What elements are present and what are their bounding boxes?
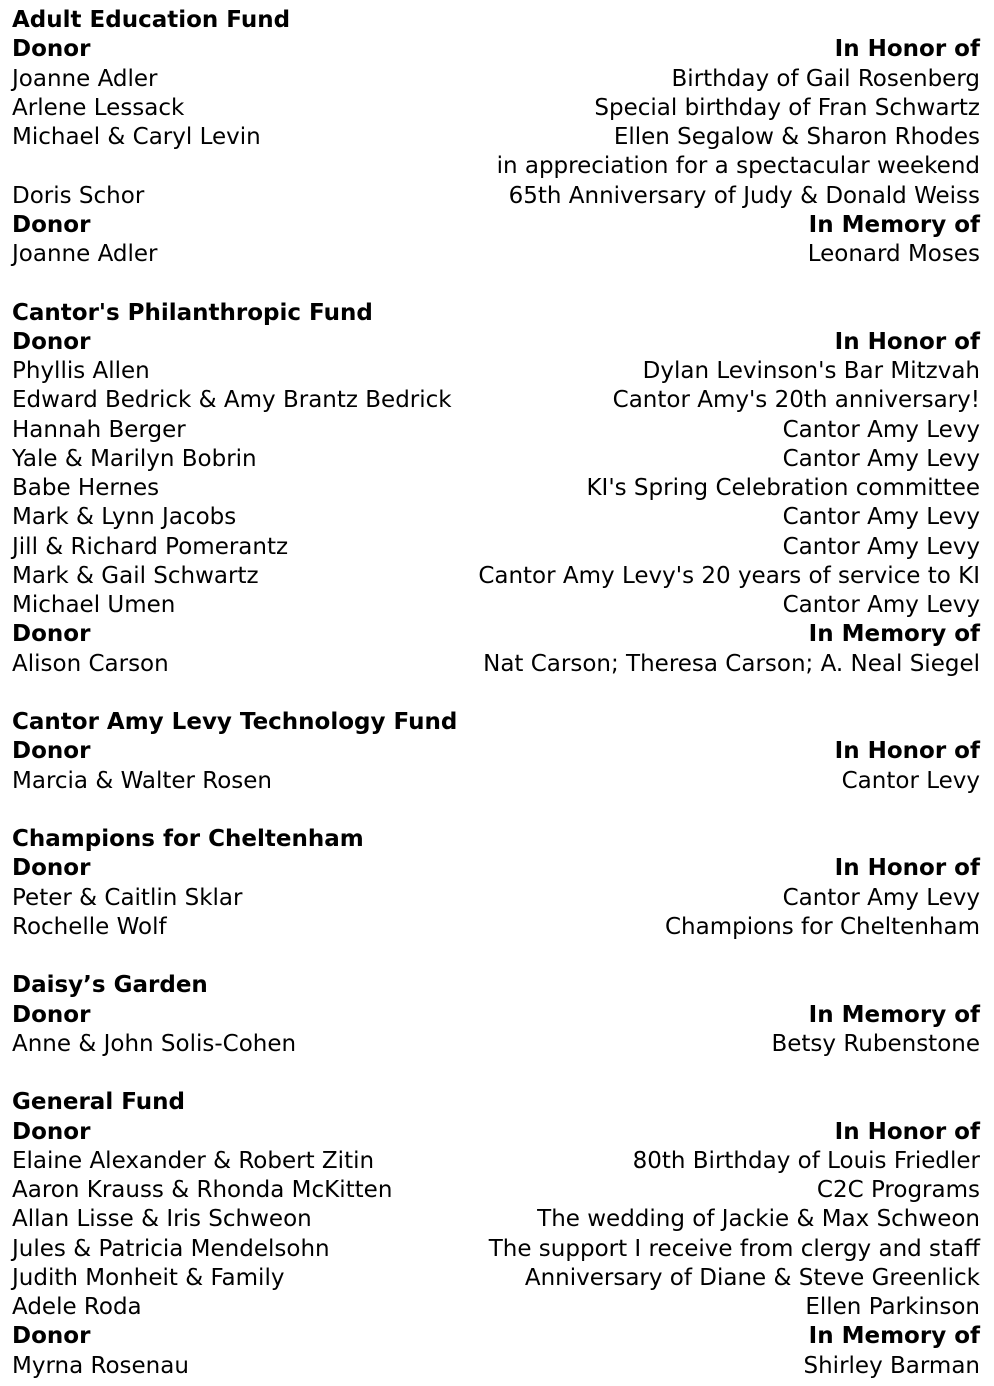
honoree-text: KI's Spring Celebration committee (586, 475, 980, 501)
donor-column-label: Donor (12, 855, 91, 882)
donor-column-label: Donor (12, 621, 91, 648)
group-header (12, 1322, 980, 1351)
donation-row (12, 182, 980, 211)
donor-name: Myrna Rosenau (12, 1352, 189, 1379)
honoree-text: Birthday of Gail Rosenberg (671, 65, 980, 92)
honoree-text: in appreciation for a spectacular weekend (496, 153, 980, 180)
donation-row (12, 1293, 980, 1322)
donation-row (12, 416, 980, 445)
donation-row (12, 1176, 980, 1205)
donor-name: Phyllis Allen (12, 358, 150, 384)
honoree-text: Dylan Levinson's Bar Mitzvah (642, 358, 980, 384)
donor-name: Peter & Caitlin Sklar (12, 884, 243, 911)
fund-section (12, 1088, 980, 1381)
donation-row (12, 1264, 980, 1293)
group-header (12, 1001, 980, 1030)
fund-title: Daisy’s Garden (12, 972, 208, 999)
donation-row (12, 533, 980, 562)
donor-name: Rochelle Wolf (12, 913, 167, 940)
donation-row (12, 503, 980, 532)
fund-title: Champions for Cheltenham (12, 826, 364, 852)
donation-row (12, 474, 980, 503)
donor-column-label: Donor (12, 36, 91, 63)
donor-column-label: Donor (12, 1323, 91, 1350)
tribute-type-label: In Honor of (834, 328, 980, 355)
donor-name: Edward Bedrick & Amy Brantz Bedrick (12, 387, 452, 414)
donor-name: Yale & Marilyn Bobrin (12, 445, 257, 472)
donation-row (12, 913, 980, 942)
donor-name: Mark & Lynn Jacobs (12, 504, 237, 531)
donor-column-label: Donor (12, 328, 91, 355)
honoree-text: The wedding of Jackie & Max Schweon (537, 1206, 980, 1233)
donor-name: Joanne Adler (12, 241, 158, 267)
donation-row (12, 1147, 980, 1176)
donation-row (12, 123, 980, 152)
fund-section (12, 971, 980, 1059)
donor-name: Doris Schor (12, 182, 145, 209)
donation-row (12, 240, 980, 269)
donation-row (12, 386, 980, 415)
honoree-text: Cantor Amy Levy (782, 445, 980, 472)
donation-row (12, 562, 980, 591)
donation-row (12, 357, 980, 386)
tribute-type-label: In Memory of (808, 1001, 980, 1028)
fund-title: Cantor Amy Levy Technology Fund (12, 709, 458, 735)
donor-name: Elaine Alexander & Robert Zitin (12, 1147, 375, 1174)
donor-name: Michael Umen (12, 592, 176, 618)
group-header (12, 211, 980, 240)
donor-name: Marcia & Walter Rosen (12, 767, 272, 794)
group-header (12, 854, 980, 883)
fund-title: General Fund (12, 1089, 185, 1116)
honoree-text: Ellen Segalow & Sharon Rhodes (613, 124, 980, 150)
tribute-type-label: In Memory of (808, 621, 980, 648)
donor-name: Judith Monheit & Family (12, 1264, 285, 1291)
group-header (12, 328, 980, 357)
fund-section (12, 6, 980, 269)
group-header (12, 737, 980, 766)
donor-column-label: Donor (12, 211, 91, 238)
fund-title: Cantor's Philanthropic Fund (12, 299, 373, 326)
donor-name: Babe Hernes (12, 475, 160, 501)
tribute-type-label: In Honor of (834, 738, 980, 765)
honoree-text: Champions for Cheltenham (664, 913, 980, 940)
honoree-text: Cantor Amy Levy (782, 416, 980, 443)
donation-row (12, 591, 980, 620)
honoree-text: Betsy Rubenstone (771, 1030, 980, 1057)
donor-name: Joanne Adler (12, 65, 158, 92)
donation-row (12, 884, 980, 913)
donation-row (12, 650, 980, 679)
honoree-text: Leonard Moses (807, 241, 980, 267)
donation-row (12, 767, 980, 796)
honoree-text: Cantor Amy Levy's 20 years of service to KI (478, 562, 980, 589)
donation-row (12, 1030, 980, 1059)
honoree-text: Nat Carson; Theresa Carson; A. Neal Siegel (483, 650, 980, 677)
donor-name: Alison Carson (12, 650, 169, 677)
donor-name: Mark & Gail Schwartz (12, 562, 259, 589)
donation-row (12, 1205, 980, 1234)
honoree-text: Cantor Amy Levy (782, 884, 980, 911)
tribute-type-label: In Memory of (808, 1323, 980, 1350)
fund-section (12, 299, 980, 679)
honoree-text: Shirley Barman (803, 1352, 980, 1379)
group-header (12, 1118, 980, 1147)
tribute-type-label: In Honor of (834, 36, 980, 63)
donation-row (12, 1352, 980, 1381)
group-header (12, 35, 980, 64)
donor-name: Aaron Krauss & Rhonda McKitten (12, 1177, 393, 1203)
donor-name: Jill & Richard Pomerantz (12, 533, 289, 560)
honoree-text: Cantor Amy Levy (782, 533, 980, 560)
donation-row (12, 1235, 980, 1264)
donor-column-label: Donor (12, 738, 91, 765)
honoree-text: Cantor Amy's 20th anniversary! (612, 387, 980, 414)
honoree-text: Cantor Levy (841, 767, 980, 794)
honoree-text: Cantor Amy Levy (782, 592, 980, 618)
honoree-text: Anniversary of Diane & Steve Greenlick (524, 1264, 980, 1291)
donor-name: Michael & Caryl Levin (12, 124, 261, 150)
tribute-type-label: In Memory of (808, 211, 980, 238)
donor-column-label: Donor (12, 1001, 91, 1028)
tribute-type-label: In Honor of (834, 1118, 980, 1145)
group-header (12, 620, 980, 649)
honoree-text: Ellen Parkinson (805, 1294, 980, 1320)
donor-column-label: Donor (12, 1118, 91, 1145)
tribute-type-label: In Honor of (834, 855, 980, 882)
fund-section (12, 708, 980, 796)
donor-name: Allan Lisse & Iris Schweon (12, 1206, 312, 1233)
honoree-text: Special birthday of Fran Schwartz (594, 94, 980, 121)
donation-row (12, 152, 980, 181)
fund-section (12, 825, 980, 942)
donation-row (12, 94, 980, 123)
honoree-text: 80th Birthday of Louis Friedler (632, 1147, 980, 1174)
donor-name: Jules & Patricia Mendelsohn (12, 1235, 330, 1262)
donor-name: Anne & John Solis-Cohen (12, 1030, 297, 1057)
donation-row (12, 445, 980, 474)
honoree-text: C2C Programs (816, 1177, 980, 1203)
donor-name: Hannah Berger (12, 416, 186, 443)
donor-name: Arlene Lessack (12, 94, 185, 121)
donation-row (12, 65, 980, 94)
honoree-text: Cantor Amy Levy (782, 504, 980, 531)
donor-name: Adele Roda (12, 1294, 142, 1320)
fund-title: Adult Education Fund (12, 7, 291, 33)
honoree-text: 65th Anniversary of Judy & Donald Weiss (508, 182, 980, 209)
honoree-text: The support I receive from clergy and staff (488, 1235, 980, 1262)
